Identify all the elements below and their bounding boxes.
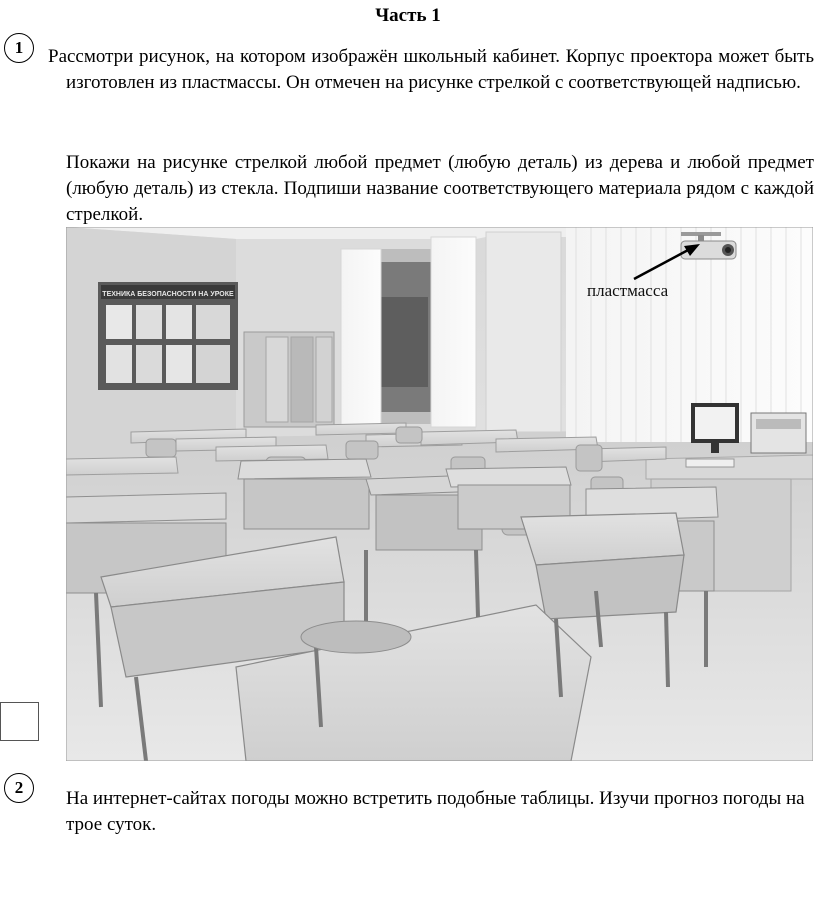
part-title: Часть 1 xyxy=(375,5,441,26)
plastic-label: пластмасса xyxy=(587,281,669,300)
task-2-number: 2 xyxy=(4,773,34,803)
poster-title: ТЕХНИКА БЕЗОПАСНОСТИ НА УРОКЕ xyxy=(102,291,234,298)
task-1-paragraph-1: Рассмотри рисунок, на котором изображён школьный кабинет. Корпус проектора может быть изготовлен из пластмассы. Он отмечен на рисунке стрелкой с соответствующей надписью. xyxy=(48,46,814,93)
classroom-photo xyxy=(66,227,813,761)
answer-box[interactable] xyxy=(0,702,39,741)
task-1-paragraph-2: Покажи на рисунке стрелкой любой предмет (любую деталь) из дерева и любой предмет (любую деталь) из стекла. Подпиши название соответствующего материала рядом с каждой стрелкой. xyxy=(66,152,814,225)
task-1-number: 1 xyxy=(4,33,34,63)
safety-poster xyxy=(98,282,238,390)
task-2-paragraph: На интернет-сайтах погоды можно встретить подобные таблицы. Изучи прогноз погоды на трое суток. xyxy=(66,788,805,835)
